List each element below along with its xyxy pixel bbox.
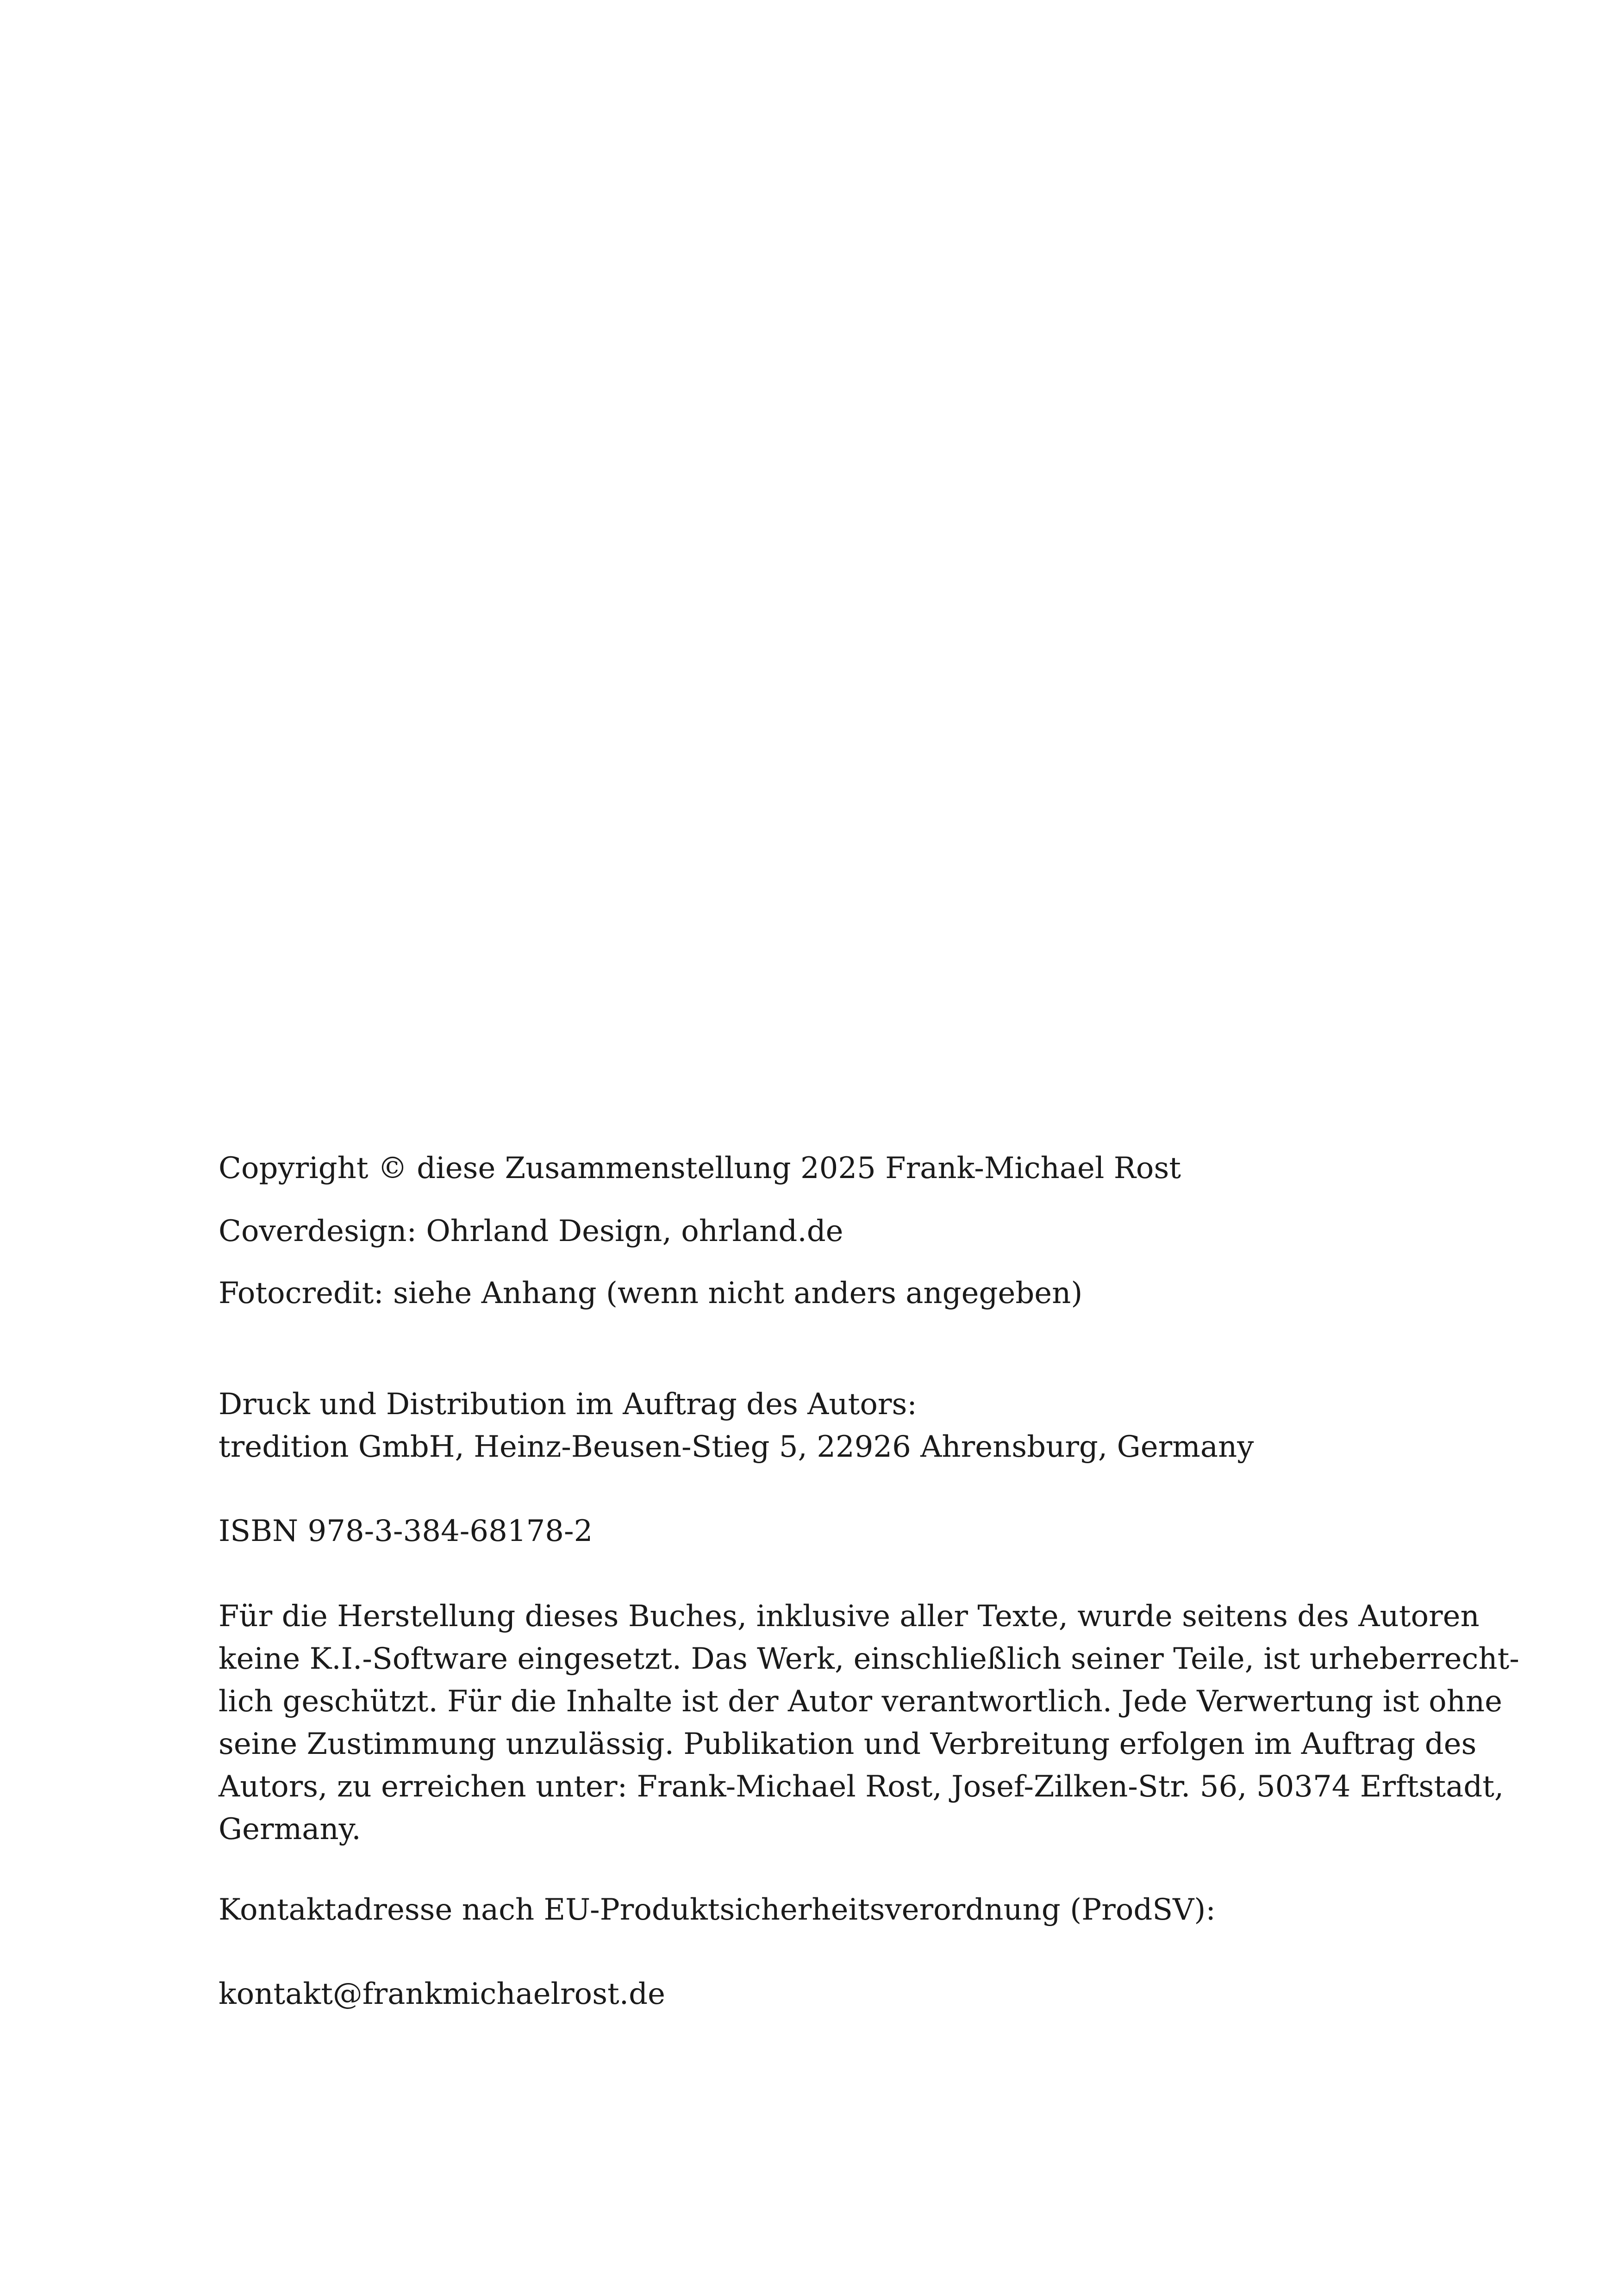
printing-distribution-heading: Druck und Distribution im Auftrag des Autors: [219, 1387, 917, 1422]
legal-notice-line: lich geschützt. Für die Inhalte ist der Autor verantwortlich. Jede Verwertung ist ohne [219, 1684, 1502, 1719]
copyright-line: Copyright © diese Zusammenstellung 2025 Frank-Michael Rost [219, 1151, 1181, 1185]
isbn-line: ISBN 978-3-384-68178-2 [219, 1514, 593, 1548]
legal-notice-line: Autors, zu erreichen unter: Frank-Michael Rost, Josef-Zilken-Str. 56, 50374 Erftstadt, [219, 1770, 1504, 1804]
legal-notice-line: Germany. [219, 1812, 361, 1846]
legal-notice-line: seine Zustimmung unzulässig. Publikation und Verbreitung erfolgen im Auftrag des [219, 1727, 1477, 1761]
legal-notice-line: Für die Herstellung dieses Buches, inklusive aller Texte, wurde seitens des Autoren [219, 1599, 1480, 1634]
coverdesign-line: Coverdesign: Ohrland Design, ohrland.de [219, 1214, 843, 1248]
legal-notice-paragraph [219, 1595, 1519, 1851]
fotocredit-line: Fotocredit: siehe Anhang (wenn nicht anders angegeben) [219, 1276, 1083, 1310]
contact-heading: Kontaktadresse nach EU-Produktsicherheitsverordnung (ProdSV): [219, 1893, 1216, 1927]
contact-email: kontakt@frankmichaelrost.de [219, 1977, 665, 2011]
printing-distribution-address: tredition GmbH, Heinz-Beusen-Stieg 5, 22926 Ahrensburg, Germany [219, 1430, 1254, 1464]
legal-notice-line: keine K.I.-Software eingesetzt. Das Werk, einschließlich seiner Teile, ist urheberrecht- [219, 1642, 1519, 1676]
printing-distribution-block [219, 1383, 1404, 1468]
